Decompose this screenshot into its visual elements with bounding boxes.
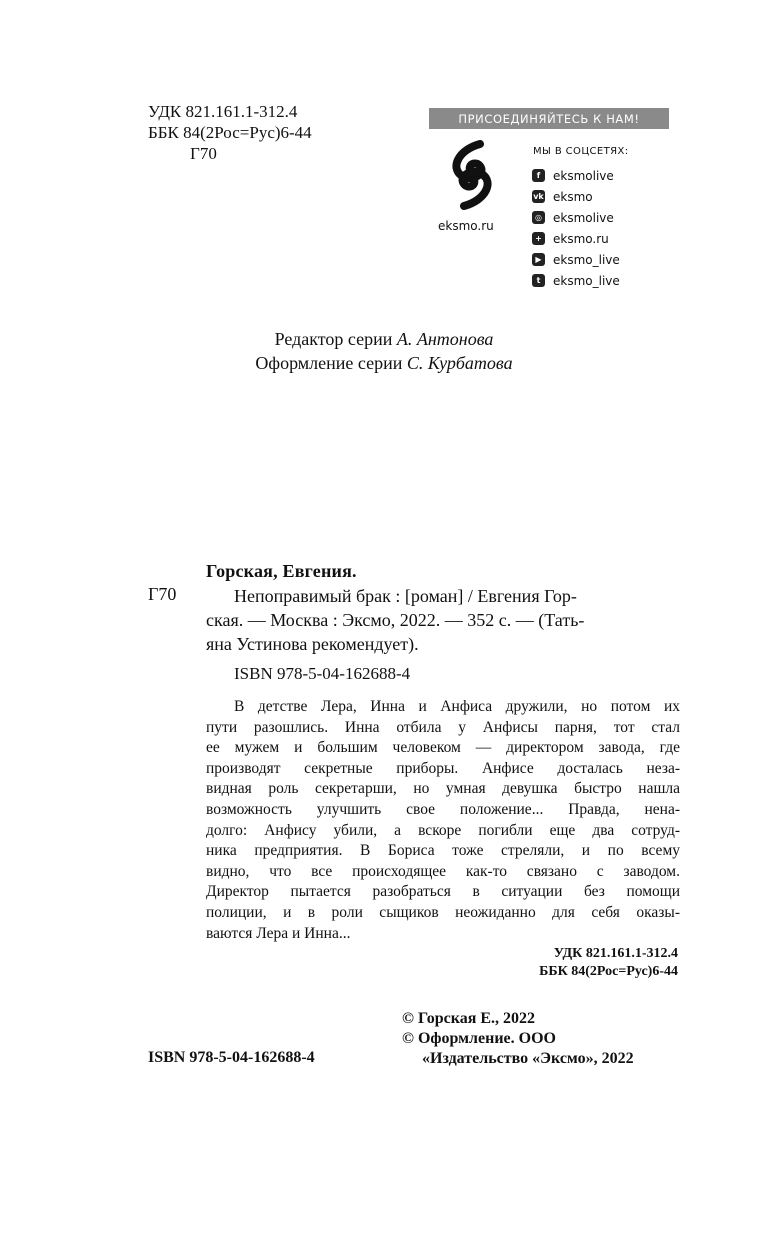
twitter-icon: t bbox=[532, 274, 545, 287]
copyright-author: © Горская Е., 2022 bbox=[402, 1010, 536, 1027]
card-udk: УДК 821.161.1-312.4 bbox=[553, 946, 678, 961]
annotation-line: В детстве Лера, Инна и Анфиса дружили, но потом их bbox=[234, 698, 680, 715]
annotation-line: ее мужем и большим человеком — директором завода, где bbox=[206, 739, 680, 757]
social-label: eksmolive bbox=[553, 210, 614, 225]
series-design-label: Оформление серии bbox=[255, 353, 403, 373]
annotation-line: видно, что все происходящее как-то связано с заводом. bbox=[206, 862, 680, 880]
card-bbk: ББК 84(2Рос=Рус)6-44 bbox=[539, 964, 678, 979]
annotation-line: видная роль секретарши, но умная девушка быстро нашла bbox=[206, 780, 680, 798]
instagram-icon: ◎ bbox=[532, 211, 545, 224]
social-label: eksmo_live bbox=[553, 273, 620, 288]
annotation-line: возможность улучшить свое положение... Правда, нена- bbox=[206, 800, 680, 818]
udk-code: УДК 821.161.1-312.4 bbox=[148, 102, 298, 121]
eksmo-logo-icon bbox=[440, 140, 504, 210]
site-url: eksmo.ru bbox=[438, 219, 494, 233]
series-editor-label: Редактор серии bbox=[274, 329, 393, 349]
social-item-ok bbox=[532, 228, 620, 249]
social-label: eksmo_live bbox=[553, 252, 620, 267]
series-design-name: С. Курбатова bbox=[406, 353, 513, 373]
bbk-code: ББК 84(2Рос=Рус)6-44 bbox=[148, 123, 312, 142]
title-line: яна Устинова рекомендует). bbox=[206, 634, 419, 654]
classification-codes bbox=[148, 101, 312, 164]
annotation bbox=[206, 697, 680, 944]
youtube-icon: ▶ bbox=[532, 253, 545, 266]
series-editor-line bbox=[0, 327, 768, 351]
copyright-publisher: «Издательство «Эксмо», 2022 bbox=[422, 1050, 634, 1067]
annotation-line: ваются Лера и Инна... bbox=[206, 924, 351, 942]
facebook-icon: f bbox=[532, 169, 545, 182]
series-design-line bbox=[0, 351, 768, 375]
social-item-youtube bbox=[532, 249, 620, 270]
title-line: Непоправимый брак : [роман] / Евгения Гор- bbox=[234, 586, 577, 606]
annotation-line: пути разошлись. Инна отбила у Анфисы парня, тот стал bbox=[206, 718, 680, 736]
card-title bbox=[206, 584, 684, 656]
annotation-line: долго: Анфису убили, а вскоре погибли еще два сотруд- bbox=[206, 821, 680, 839]
copyright-block bbox=[402, 1009, 634, 1069]
card-mark: Г70 bbox=[148, 584, 177, 604]
card-isbn: ISBN 978-5-04-162688-4 bbox=[234, 664, 411, 683]
annotation-line: полиции, и в роли сыщиков неожиданно для себя оказы- bbox=[206, 903, 680, 921]
social-label: eksmolive bbox=[553, 168, 614, 183]
social-title: МЫ В СОЦСЕТЯХ: bbox=[533, 146, 629, 157]
title-line: ская. — Москва : Эксмо, 2022. — 352 с. — (Тать- bbox=[206, 610, 585, 630]
join-us-banner: ПРИСОЕДИНЯЙТЕСЬ К НАМ! bbox=[429, 108, 669, 129]
annotation-line: производят секретные приборы. Анфисе досталась неза- bbox=[206, 759, 680, 777]
card-classification bbox=[450, 945, 678, 981]
ok-icon: + bbox=[532, 232, 545, 245]
vk-icon: vk bbox=[532, 190, 545, 203]
social-item-facebook bbox=[532, 165, 620, 186]
footer-isbn: ISBN 978-5-04-162688-4 bbox=[148, 1049, 315, 1066]
social-item-vk bbox=[532, 186, 620, 207]
annotation-line: ника предприятия. В Бориса тоже стреляли, и по всему bbox=[206, 842, 680, 860]
series-credits bbox=[0, 327, 768, 375]
annotation-line: Директор пытается разобраться в ситуации без помощи bbox=[206, 883, 680, 901]
series-editor-name: А. Антонова bbox=[396, 329, 494, 349]
social-item-instagram bbox=[532, 207, 620, 228]
social-list bbox=[532, 165, 620, 291]
social-item-twitter bbox=[532, 270, 620, 291]
copyright-design: © Оформление. ООО bbox=[402, 1030, 556, 1047]
card-author: Горская, Евгения. bbox=[206, 561, 357, 581]
social-label: eksmo bbox=[553, 189, 593, 204]
author-mark: Г70 bbox=[190, 144, 217, 163]
social-label: eksmo.ru bbox=[553, 231, 609, 246]
